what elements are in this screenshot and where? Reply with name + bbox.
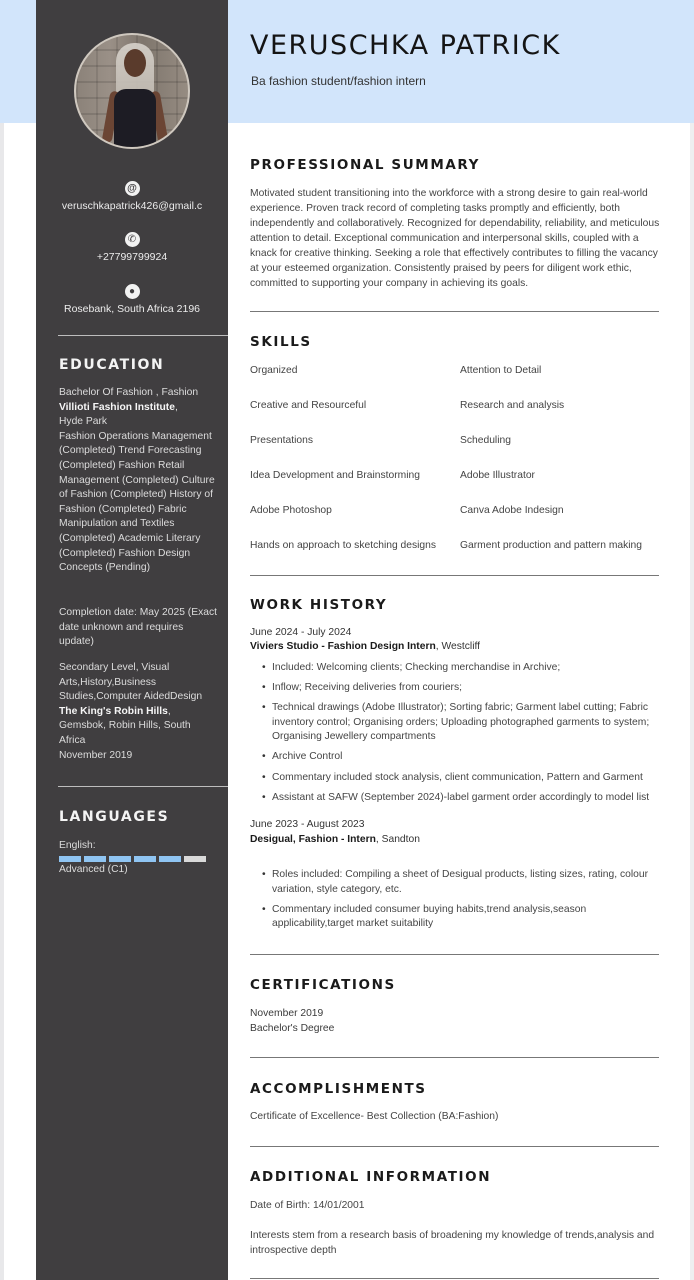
degree-line: Bachelor Of Fashion , Fashion [59,387,199,398]
job-bullet: • Commentary included stock analysis, client communication, Pattern and Garment [262,771,660,786]
section-divider [250,954,659,955]
section-divider [250,1146,659,1147]
skill-item: Organized [250,365,298,376]
phone-icon: ✆ [125,232,140,247]
language-level-segment-filled [109,856,131,862]
secondary-line: Secondary Level, Visual Arts,History,Business Studies,Computer AidedDesign [59,662,203,703]
location-pin-icon: ● [125,284,140,299]
work-history-heading: WORK HISTORY [250,597,388,613]
language-level: Advanced (C1) [59,864,128,875]
photo-dress [114,89,156,149]
section-divider [250,575,659,576]
page-edge-right [690,0,694,1280]
email-text[interactable]: veruschkapatrick426@gmail.c [61,200,203,212]
job-location: , Sandton [375,834,420,845]
summary-heading: PROFESSIONAL SUMMARY [250,157,481,173]
certifications-heading: CERTIFICATIONS [250,977,396,993]
skills-grid [250,364,660,553]
completion-date: Completion date: May 2025 (Exact date unknown and requires update) [59,607,217,648]
job-bullets [262,661,660,811]
location-text: Rosebank, South Africa 2196 [63,303,200,315]
skill-item: Scheduling [460,435,511,446]
education-secondary [59,661,219,763]
school-line [59,705,219,720]
section-divider [250,1057,659,1058]
institution-name: Villioti Fashion Institute [59,401,175,413]
skill-item: Attention to Detail [460,365,542,376]
section-divider [250,1278,659,1279]
job-bullets [262,868,660,937]
skill-item: Creative and Resourceful [250,400,367,411]
contact-phone [36,232,228,263]
skill-item: Research and analysis [460,400,565,411]
job-bullet: • Commentary included consumer buying habits,trend analysis,season applicability,target market suitability [262,903,660,932]
language-level-bar [59,856,206,862]
job-title-bold: Viviers Studio - Fashion Design Intern [250,641,436,652]
job-bullet: • Included: Welcoming clients; Checking merchandise in Archive; [262,661,660,676]
language-level-segment-filled [159,856,181,862]
summary-text: Motivated student transitioning into the workforce with a strong desire to gain real-world experience. Proven track record of completing tasks promptly and efficiently, both independently and collaboratively. Recognized for dependability, reliability, and meticulous attention to detail. Exceptional communication and interpersonal skills, coupled with a knack for creative thinking. Seeking a role that effectively contributes to filling the vacancy at your esteemed organization. Consistently praised by peers for diligent work ethic, committed to supporting your company in achieving its goals. [250,188,660,289]
school-name: The King's Robin Hills [59,705,168,717]
job-bullet: • Roles included: Compiling a sheet of Desigual products, listing sizes, rating, colour variation, style category, etc. [262,868,660,897]
language-level-segment-filled [59,856,81,862]
sidebar-divider [58,786,228,787]
skill-item: Adobe Illustrator [460,470,535,481]
certification-date: November 2019 [250,1008,324,1019]
education-heading: EDUCATION [59,357,165,373]
language-level-segment-filled [84,856,106,862]
job-title-bold: Desigual, Fashion - Intern [250,834,376,845]
job-bullet: • Inflow; Receiving deliveries from couriers; [262,681,660,696]
certification-name: Bachelor's Degree [250,1023,335,1034]
skill-item: Garment production and pattern making [460,540,643,551]
job-dates: June 2024 - July 2024 [250,627,352,638]
candidate-subtitle: Ba fashion student/fashion intern [251,74,426,88]
skill-item: Canva Adobe Indesign [460,505,564,516]
accomplishment-item: Certificate of Excellence- Best Collection (BA:Fashion) [250,1111,499,1122]
skill-item: Presentations [250,435,313,446]
accomplishments-heading: ACCOMPLISHMENTS [250,1081,427,1097]
skill-item: Adobe Photoshop [250,505,332,516]
profile-photo [74,33,190,149]
contact-email [36,181,228,212]
job-title [250,834,420,845]
school-suffix: , [167,705,171,717]
skill-item: Hands on approach to sketching designs [250,540,437,551]
job-location: , Westcliff [435,641,481,652]
sidebar-divider [58,335,228,336]
language-level-segment-empty [184,856,206,862]
job-bullet: • Technical drawings (Adobe Illustrator); Sorting fabric; Garment label cutting; Fabric inventory control; Organising orders; Uploading photographed garments to system; Organising Jewellery compartments [262,701,660,745]
candidate-name: VERUSCHKA PATRICK [250,30,561,61]
skills-heading: SKILLS [250,334,312,350]
education-degree [59,386,219,576]
school-place: Gemsbok, Robin Hills, South Africa [59,720,191,746]
additional-info-heading: ADDITIONAL INFORMATION [250,1169,492,1185]
job-title [250,641,480,652]
page-edge-left [0,0,4,1280]
date-of-birth: Date of Birth: 14/01/2001 [250,1200,365,1211]
sidebar [36,0,228,1280]
skill-item: Idea Development and Brainstorming [250,470,420,481]
job-dates: June 2023 - August 2023 [250,819,365,830]
job-bullet: • Assistant at SAFW (September 2024)-label garment order accordingly to model list [262,791,660,806]
institution-suffix: , [174,401,178,413]
photo-face [124,49,146,77]
institution-line [59,401,219,416]
interests-text: Interests stem from a research basis of broadening my knowledge of trends,analysis and introspective depth [250,1230,655,1256]
job-bullet: • Archive Control [262,750,660,765]
phone-text[interactable]: +27799799924 [96,251,168,263]
language-name: English: [59,840,96,851]
school-date: November 2019 [59,749,133,761]
language-level-segment-filled [134,856,156,862]
section-divider [250,311,659,312]
at-icon: @ [125,181,140,196]
courses-list: Fashion Operations Management (Completed) Trend Forecasting (Completed) Fashion Retail Management (Completed) Culture of Fashion (Completed) History of Fashion (Completed) Fabric Manipulation and Textiles (Completed) Academic Literary (Completed) Fashion Design Concepts (Pending) [59,430,215,574]
institution-place: Hyde Park [59,416,108,428]
languages-heading: LANGUAGES [59,809,170,825]
contact-location [36,284,228,315]
